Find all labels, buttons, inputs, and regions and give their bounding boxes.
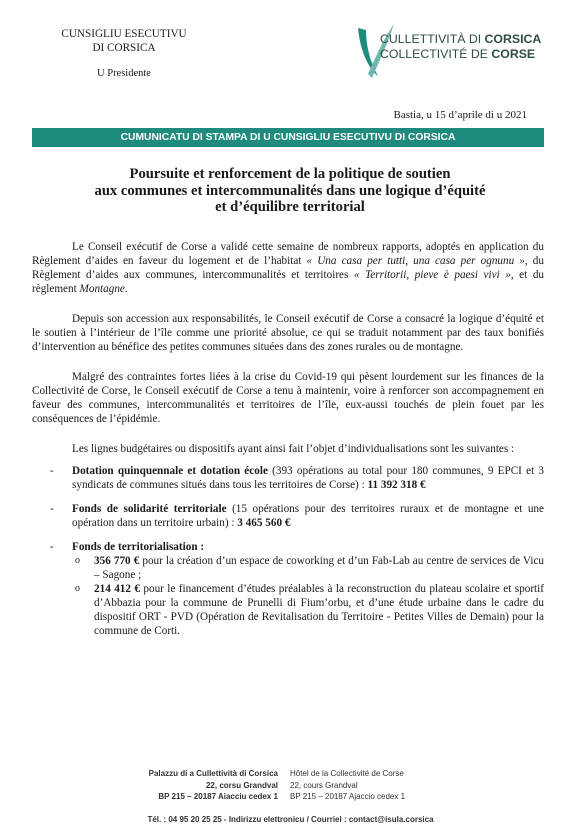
sub-item-amount: 356 770 € [94, 555, 140, 567]
logo-line1-name: CORSICA [484, 32, 542, 46]
item-heading: Fonds de solidarité territoriale [72, 503, 227, 515]
footer-line: Palazzu di a Cullettività di Corsica [148, 769, 278, 778]
item-text: (15 opérations pour des territoires ruraux et de montagne et une opération dans un territoire urbain) : [72, 503, 544, 529]
logo-line1-prefix: CULLETTIVITÀ DI [380, 32, 485, 46]
title-line: aux communes et intercommunalités dans une logique d’équité [94, 182, 486, 199]
sub-item-text: pour le financement d’études préalables à la reconstruction du plateau scolaire et sportif d’Abbazia pour la commune de Prunelli di Fium’orbu, et d’une étude urbaine dans le cadre du dispositif ORT - PVD (Opération de Revitalisation du Territoire - Petites Villes de Demain) pour la commune de Corti. [94, 583, 544, 637]
document-title [40, 166, 540, 216]
footer-address-corsican [128, 768, 278, 803]
list-item [32, 540, 544, 638]
issuer-org-line2: DI CORSICA [92, 42, 156, 54]
footer-line: 22, corsu Grandval [205, 780, 278, 790]
document-body [32, 240, 544, 648]
footer-line: BP 215 – 20187 Ajaccio cedex 1 [290, 792, 406, 801]
sub-item-amount: 214 412 € [94, 583, 140, 595]
funding-list [32, 464, 544, 638]
paragraph-1 [32, 240, 544, 296]
sub-item-text: pour la création d’un espace de coworking et d’un Fab-Lab au centre de services de Vicu – Sagone ; [94, 555, 544, 581]
title-line: et d’équilibre territorial [215, 199, 365, 215]
issuer-org-line1: CUNSIGLIU ESECUTIVU [61, 28, 187, 40]
text-run: , et du règlement [32, 269, 545, 295]
paragraph-2: Depuis son accession aux responsabilités, le Conseil exécutif de Corse a consacré la logique d’équité et le soutien à l’intérieur de l’île comme une priorité absolue, ce qui se traduit notamment par des taux bonifiés d’intervention au bénéfice des petites communes situées dans des zones rurales ou de montagne. [32, 313, 544, 353]
logo-line2-name: CORSE [491, 47, 536, 61]
sub-list-item [72, 582, 544, 638]
list-item [32, 502, 544, 530]
title-line: Poursuite et renforcement de la politique de soutien [129, 166, 451, 182]
text-run: . [124, 283, 128, 295]
italic-run: Montagne [79, 283, 125, 295]
footer-line: BP 215 – 20187 Aiacciu cedex 1 [158, 792, 278, 801]
item-heading: Dotation quinquennale et dotation école [72, 465, 268, 477]
sub-list [72, 554, 544, 638]
footer-line: Hôtel de la Collectivité de Corse [290, 769, 404, 778]
item-amount: 11 392 318 € [367, 479, 426, 491]
italic-run: « Territorii, pieve è paesi vivi » [353, 269, 511, 281]
italic-run: « Una casa per tutti, una casa per ognunu » [306, 255, 525, 267]
paragraph-4: Les lignes budgétaires ou dispositifs ayant ainsi fait l’objet d’individualisations sont les suivantes : [72, 443, 515, 455]
item-text: (393 opérations au total pour 180 communes, 9 EPCI et 3 syndicats de communes situés dans tous les territoires de Corse) : [72, 465, 544, 491]
list-item [32, 464, 544, 492]
footer-address-french [290, 768, 490, 803]
footer-line: 22, cours Grandval [290, 780, 358, 790]
logo-wordmark [380, 32, 541, 62]
dateline: Bastia, u 15 d’aprile di u 2021 [393, 109, 527, 121]
issuer-block [40, 27, 208, 81]
item-text: : [197, 541, 205, 553]
issuer-role: U Presidente [97, 68, 151, 79]
item-amount: 3 465 560 € [237, 517, 291, 529]
sub-list-item [72, 554, 544, 582]
press-release-banner: CUMUNICATU DI STAMPA DI U CUNSIGLIU ESECUTIVU DI CORSICA [32, 128, 544, 147]
text-run: , du Règlement d’aides aux communes, intercommunalités et territoires [32, 255, 544, 281]
logo-line2-prefix: COLLECTIVITÉ DE [380, 47, 492, 61]
text-run: Le Conseil exécutif de Corse a validé cette semaine de nombreux rapports, adoptés en application du Règlement d’aides en faveur du logement et de l’habitat [32, 241, 544, 267]
paragraph-3: Malgré des contraintes fortes liées à la crise du Covid-19 qui pèsent lourdement sur les finances de la Collectivité de Corse, le Conseil exécutif de Corse a tenu à maintenir, voire à renforcer son accompagnement en faveur des communes, intercommunalités et territoires de l’île, eux-aussi touchés de plein fouet par les conséquences de l’épidémie. [32, 371, 544, 425]
item-heading: Fonds de territorialisation [72, 541, 198, 553]
collectivite-logo [354, 20, 564, 80]
footer-contact: Tél. : 04 95 20 25 25 - Indirizzu elettronicu / Courriel : contact@isula.corsica [147, 815, 434, 824]
